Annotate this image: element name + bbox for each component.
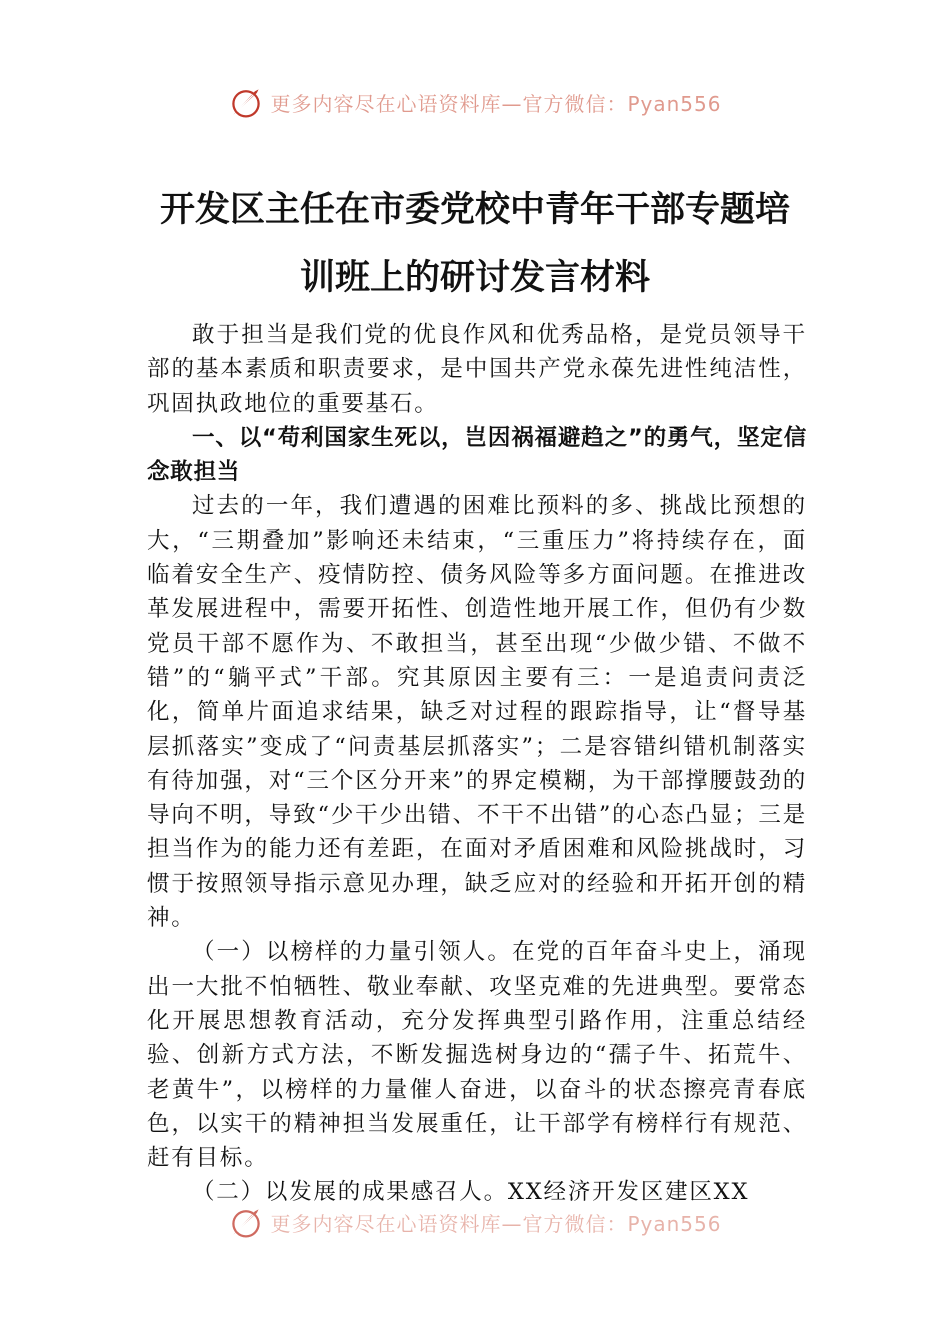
section-heading-1: 一、以“苟利国家生死以，岂因祸福避趋之”的勇气，坚定信念敢担当	[147, 424, 807, 486]
watermark-text: 更多内容尽在心语资料库—官方微信：Pyan556	[270, 91, 722, 116]
document-title-line1: 开发区主任在市委党校中青年干部专题培	[159, 189, 790, 230]
body-paragraph-1: 过去的一年，我们遭遇的困难比预料的多、挑战比预想的大，“三期叠加”影响还未结束，“三重压力”将持续存在，面临着安全生产、疫情防控、债务风险等多方面问题。在推进改革发展进程中，需要开拓性、创造性地开展工作，但仍有少数党员干部不愿作为、不敢担当，甚至出现“少做少错、不做不错”的“躺平式”干部。究其原因主要有三：一是追责问责泛化，简单片面追求结果，缺乏对过程的跟踪指导，让“督导基层抓落实”变成了“问责基层抓落实”；二是容错纠错机制落实有待加强，对“三个区分开来”的界定模糊，为干部撑腰鼓劲的导向不明，导致“少干少出错、不干不出错”的心态凸显；三是担当作为的能力还有差距，在面对矛盾困难和风险挑战时，习惯于按照领导指示意见办理，缺乏应对的经验和开拓开创的精神。	[147, 493, 807, 932]
intro-paragraph: 敢于担当是我们党的优良作风和优秀品格，是党员领导干部的基本素质和职责要求，是中国共产党永葆先进性纯洁性，巩固执政地位的重要基石。	[147, 322, 807, 417]
watermark-footer	[0, 1200, 950, 1244]
document-body	[147, 318, 807, 1210]
quill-pen-logo-icon	[228, 1204, 264, 1240]
subsection-1: （一）以榜样的力量引领人。在党的百年奋斗史上，涌现出一大批不怕牺牲、敬业奉献、攻坚克难的先进典型。要常态化开展思想教育活动，充分发挥典型引路作用，注重总结经验、创新方式方法，不断发掘选树身边的“孺子牛、拓荒牛、老黄牛”，以榜样的力量催人奋进，以奋斗的状态擦亮青春底色，以实干的精神担当发展重任，让干部学有榜样行有规范、赶有目标。	[147, 939, 807, 1172]
document-title-line2: 训班上的研讨发言材料	[299, 257, 650, 298]
subsection-2: （二）以发展的成果感召人。XX经济开发区建区XX	[192, 1179, 750, 1206]
watermark-text-footer: 更多内容尽在心语资料库—官方微信：Pyan556	[270, 1211, 722, 1236]
